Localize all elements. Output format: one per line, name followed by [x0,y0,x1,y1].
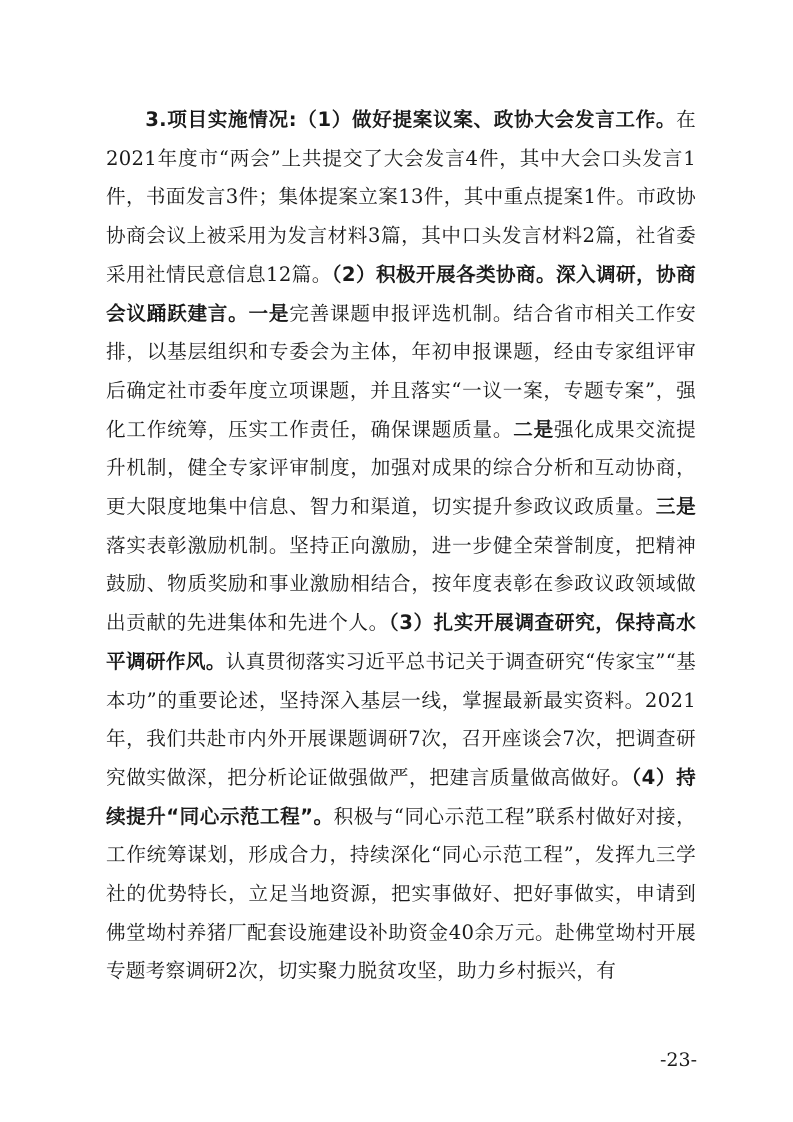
page-number: -23- [659,1049,697,1071]
text-run: 完善课题申报评选机制。结合省市相关工作安排，以基层组织和专委会为主体，年初申报课题，经由专家组评审后确定社市委年度立项课题，并且落实“一议一案，专题专案”，强化工作统筹，压实工作责任，确保课题质量。 [106,301,696,441]
subheading-2: （2）积极开展各类协商。深入调研，协商会议踊跃建言。一是 [106,262,696,325]
subheading-3: （3）扎实开展调查研究，保持高水平调研作风。 [106,611,696,673]
body-paragraph [106,101,696,991]
subheading-4: （4）持续提升“同心示范工程”。 [106,765,696,828]
text-run: 在2021年度市“两会”上共提交了大会发言4件，其中大会口头发言1件，书面发言3件；集体提案立案13件，其中重点提案1件。市政协协商会议上被采用为发言材料3篇，其中口头发言材料2篇，社省委采用社情民意信息12篇。 [106,108,696,286]
text-run: 强化成果交流提升机制，健全专家评审制度，加强对成果的综合分析和互动协商，更大限度地集中信息、智力和渠道，切实提升参政议政质量。 [106,417,697,519]
text-run: 认真贯彻落实习近平总书记关于调查研究“传家宝”“基本功”的重要论述，坚持深入基层一线，掌握最新最实资料。2021年，我们共赴市内外开展课题调研7次，召开座谈会7次，把调查研究做实做深，把分析论证做强做严，把建言质量做高做好。 [106,649,696,789]
subheading-second: 二是 [513,417,554,441]
text-run: 积极与“同心示范工程”联系村做好对接，工作统筹谋划，形成合力，持续深化“同心示范工程”，发挥九三学社的优势特长，立足当地资源，把实事做好、把好事做实，申请到佛堂坳村养猪厂配套设施建设补助资金40余万元。赴佛堂坳村开展专题考察调研2次，切实聚力脱贫攻坚，助力乡村振兴，有 [106,804,697,983]
section-heading-3: 3.项目实施情况:（1）做好提案议案、政协大会发言工作。 [145,108,677,131]
subheading-third: 三是 [655,495,696,519]
text-run: 落实表彰激励机制。坚持正向激励，进一步健全荣誉制度，把精神鼓励、物质奖励和事业激励相结合，按年度表彰在参政议政领域做出贡献的先进集体和先进个人。 [106,533,696,635]
